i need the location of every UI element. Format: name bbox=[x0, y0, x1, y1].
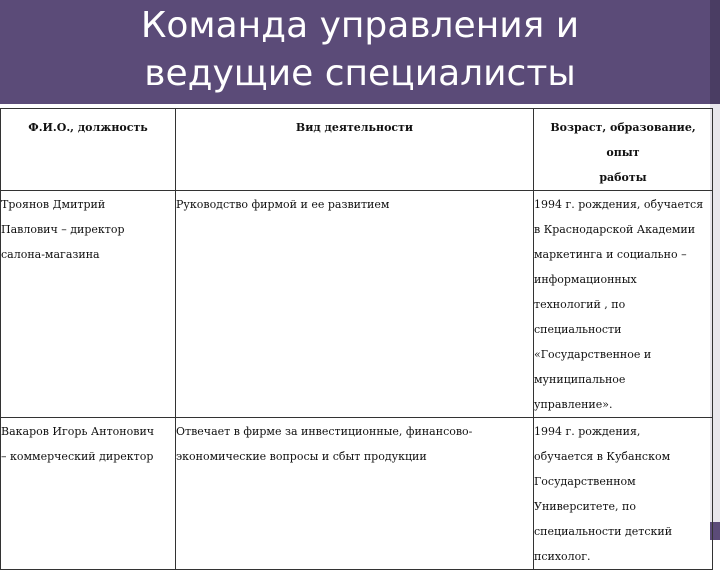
team-table bbox=[0, 108, 713, 570]
slide-title bbox=[0, 2, 720, 98]
table-row bbox=[1, 418, 713, 570]
slide-header bbox=[0, 0, 720, 104]
header-info: Возраст, образование, опыт работы bbox=[534, 109, 713, 191]
row-info-cell: 1994 г. рождения, обучается в Краснодарской Академии маркетинга и социально – информационных технологий , по специальности «Государственное и муниципальное управление». bbox=[534, 191, 713, 418]
row-info-cell: 1994 г. рождения, обучается в Кубанском Государственном Университете, по специальности детский психолог. bbox=[534, 418, 713, 570]
row-name-cell: Вакаров Игорь Антонович – коммерческий директор bbox=[1, 418, 176, 570]
row-activity-cell: Отвечает в фирме за инвестиционные, финансово- экономические вопросы и сбыт продукции bbox=[176, 418, 534, 570]
header-activity: Вид деятельности bbox=[176, 109, 534, 191]
title-line-2: ведущие специалисты bbox=[144, 53, 576, 94]
table-header-row bbox=[1, 109, 713, 191]
row-name-cell: Троянов Дмитрий Павлович – директор салона-магазина bbox=[1, 191, 176, 418]
title-line-1: Команда управления и bbox=[140, 5, 580, 46]
row-activity-cell: Руководство фирмой и ее развитием bbox=[176, 191, 534, 418]
header-name: Ф.И.О., должность bbox=[1, 109, 176, 191]
table-row bbox=[1, 191, 713, 418]
